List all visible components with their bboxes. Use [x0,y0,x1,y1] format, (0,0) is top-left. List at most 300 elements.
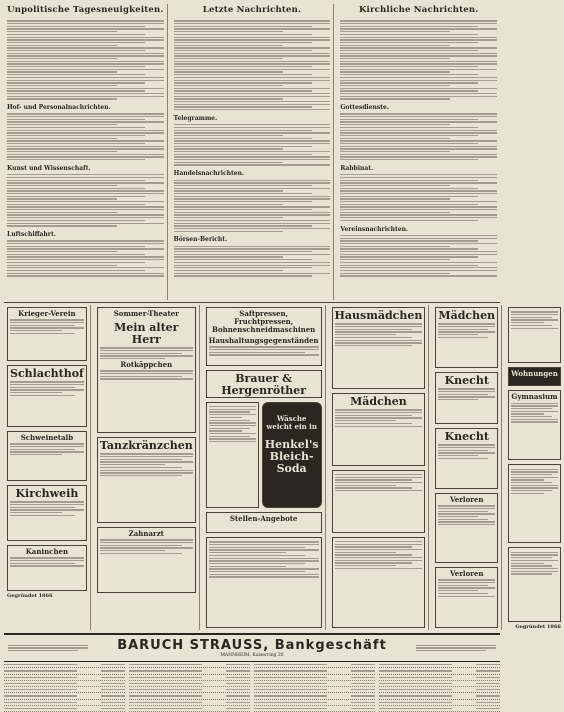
text-line [511,557,552,558]
text-line [335,334,397,335]
text-line [174,88,331,89]
text-line [10,322,84,323]
text-line [438,590,478,591]
text-line [100,353,182,354]
text-line [438,508,495,509]
text-line [511,474,552,475]
text-line [511,317,552,318]
text-line [174,201,312,202]
text-line [209,571,306,572]
text-line [174,185,312,186]
text-line [209,417,242,418]
text-line [174,31,284,32]
text-line [335,562,412,563]
text-line [511,482,552,483]
text-line [335,541,423,542]
text-line [10,395,75,396]
text-line [7,248,164,249]
text-line [174,23,331,24]
text-line [340,140,497,141]
text-line [7,130,164,131]
text-line [511,552,558,553]
text-line [7,124,117,125]
text-line [174,206,331,207]
ad-column-3 [203,305,326,630]
text-line [511,493,544,494]
text-line [174,47,331,48]
text-line [209,414,256,415]
text-line [174,90,312,91]
text-line [335,409,423,410]
text-line [209,436,250,437]
text-line [340,23,497,24]
column-kirchliche-nachrichten [337,4,500,300]
text-line [10,381,84,382]
text-line [340,154,497,155]
text-line [340,39,497,40]
text-line [7,74,145,75]
text-line [340,196,478,197]
text-line [335,482,423,483]
text-line [174,220,331,221]
text-line [7,37,164,38]
text-line [209,420,250,421]
section-heading: Telegramme. [173,114,218,122]
ad-misc-col6b [508,547,561,622]
text-line [340,209,497,210]
text-line [7,80,164,81]
text-line [209,409,256,410]
text-line [340,135,478,136]
ad-tanzkraenzchen: Tanzkränzchen [97,437,196,523]
ad-kaninchen: Kaninchen [7,545,87,591]
text-line [8,650,78,651]
text-line [174,146,312,147]
text-line [100,545,182,546]
text-line [10,319,84,320]
text-line [7,267,164,268]
text-line [209,433,256,434]
text-line [511,487,558,488]
ad-krieger-verein: Krieger-Verein [7,307,87,361]
text-line [174,190,284,191]
text-line [438,585,488,586]
text-line [340,198,450,199]
text-line [174,256,284,257]
text-line [340,88,497,89]
text-line [10,560,84,561]
stock-row [129,706,250,712]
text-line [7,243,164,244]
text-line [438,593,488,594]
text-line [7,113,164,114]
text-line [511,565,552,566]
text-line [7,156,164,157]
text-line [340,82,478,83]
text-line [511,411,558,412]
text-line [340,262,497,263]
text-line [209,574,319,575]
text-line [340,174,497,175]
article-body [174,19,331,112]
text-line [7,119,145,120]
text-line [340,138,450,139]
text-line [209,555,306,556]
text-line [340,246,450,247]
text-line [340,256,478,257]
text-line [340,71,450,72]
text-line [7,188,145,189]
text-line [209,349,319,350]
text-line [340,151,450,152]
text-line [174,66,312,67]
text-line [340,93,497,94]
text-line [10,451,84,452]
ad-misc-col4b [332,537,426,629]
text-line [511,485,558,486]
text-line [7,138,117,139]
text-line [340,177,497,178]
ad-gymnasium: Gymnasium [508,390,561,460]
text-line [7,45,117,46]
section-heading: Hof- und Personalnachrichten. [7,104,111,112]
text-line [340,69,497,70]
text-line [7,88,164,89]
text-line [174,96,331,97]
ad-column-4 [329,305,430,630]
text-line [335,477,423,478]
text-line [174,101,331,102]
ad-sommer-theater: Sommer-Theater Mein alter Herr Rotkäppchen [97,307,196,433]
text-line [7,55,164,56]
text-line [7,151,117,152]
stock-row [4,706,125,712]
news-section [4,4,500,300]
ad-misc-bottom [206,537,322,628]
text-line [100,456,193,457]
text-line [100,453,193,454]
text-line [7,159,145,160]
section-heading: Luftschiffahrt. [7,230,56,238]
text-line [7,116,164,117]
ad-misc-left [206,402,259,508]
text-line [335,560,423,561]
text-line [340,90,478,91]
ad-knecht-2: Knecht [435,428,498,489]
text-line [174,55,331,56]
text-line [7,31,117,32]
text-line [100,355,193,356]
text-line [209,406,256,407]
text-line [174,193,312,194]
text-line [209,563,306,564]
text-line [174,132,331,133]
text-line [7,198,117,199]
text-line [7,39,164,40]
text-line [174,275,312,276]
text-line [438,331,495,332]
stock-table-col [254,662,375,704]
text-line [335,557,423,558]
text-line [7,190,164,191]
column-title: Letzte Nachrichten. [202,5,302,15]
text-line [100,350,193,351]
text-line [7,47,164,48]
text-line [340,238,497,239]
text-line [340,37,497,38]
text-line [7,182,164,183]
section-heading: Handelsnachrichten. [173,170,245,178]
text-line [335,546,412,547]
section-heading: Kunst und Wissenschaft. [7,164,91,172]
ad-saftpressen: Saftpressen, Fruchtpressen, Bohnenschneidmaschinen Haushaltungsgegenständen [206,307,322,366]
text-line [7,143,145,144]
text-line [340,206,497,207]
text-line [209,422,256,423]
text-line [340,55,497,56]
text-line [438,516,478,517]
text-line [100,376,182,377]
text-line [174,42,312,43]
text-line [7,193,164,194]
text-line [340,220,478,221]
text-line [209,428,250,429]
text-line [511,421,558,422]
text-line [340,113,497,114]
text-line [10,509,84,510]
text-line [511,419,558,420]
text-line [340,251,497,252]
text-line [438,326,495,327]
text-line [511,413,544,414]
text-line [7,146,164,147]
text-line [438,519,488,520]
text-line [10,387,75,388]
text-line [7,262,145,263]
text-line [340,50,478,51]
ad-kirchweih: Kirchweih [7,485,87,541]
text-line [209,352,306,353]
text-line [340,42,478,43]
article-body [7,173,164,228]
ad-schweinetalb: Schweinetalb [7,431,87,481]
text-line [7,246,145,247]
article-body [174,244,331,278]
text-line [7,212,117,213]
text-line [174,148,284,149]
text-line [7,63,164,64]
text-line [209,430,242,431]
article-body [7,239,164,278]
text-line [209,549,319,550]
stock-table-col [379,662,500,704]
text-line [7,69,164,70]
stock-row [379,706,500,712]
text-line [7,82,145,83]
text-line [335,326,423,327]
ad-henkels-bleich-soda: Wäsche weicht ein in Henkel's Bleich-Soda [262,402,322,508]
text-line [174,164,331,165]
text-line [100,470,193,471]
text-line [10,389,84,390]
column-unpolitische [4,4,168,300]
text-line [7,53,164,54]
text-line [10,449,75,450]
text-line [340,74,478,75]
text-line [7,61,164,62]
text-line [174,143,331,144]
text-line [340,80,497,81]
text-line [10,454,62,455]
text-line [438,452,495,453]
text-line [7,42,145,43]
text-line [174,106,312,107]
text-line [438,391,495,392]
stock-table [4,662,500,704]
text-line [174,63,331,64]
ad-misc-col6 [508,307,561,363]
text-line [335,474,423,475]
text-line [7,140,164,141]
text-line [511,328,558,329]
ad-maedchen: Mädchen [332,393,426,466]
text-line [438,329,488,330]
text-line [340,85,450,86]
text-line [7,93,164,94]
text-line [511,322,544,323]
text-line [7,23,164,24]
text-line [209,547,306,548]
text-line [438,394,488,395]
text-line [340,119,478,120]
ad-brauer-hergenroether: Brauer & Hergenröther [206,370,322,398]
text-line [340,98,450,99]
text-line [174,209,312,210]
text-line [7,121,164,122]
text-line [174,246,331,247]
ad-verloren: Verloren [435,493,498,563]
text-line [10,507,75,508]
text-line [335,568,423,569]
text-line [209,411,250,412]
text-line [438,450,488,451]
text-line [340,121,497,122]
ad-zahnarzt: Zahnarzt [97,527,196,593]
article-body [340,173,497,223]
ad-column-5 [432,305,502,630]
text-line [340,132,497,133]
text-line [10,563,75,564]
text-line [10,330,62,331]
text-line [335,485,397,486]
text-line [340,188,478,189]
article-body [7,19,164,101]
text-line [174,109,331,110]
text-line [7,275,164,276]
text-line [209,568,319,569]
text-line [340,45,450,46]
text-line [511,568,558,569]
ad-wohnungen-header: Wohnungen [508,367,561,386]
text-line [7,251,117,252]
text-line [511,408,552,409]
ad-column-2 [94,305,200,630]
text-line [100,461,193,462]
text-line [100,553,182,554]
text-line [438,524,495,525]
text-line [174,262,331,263]
text-line [7,148,164,149]
text-line [174,204,284,205]
text-line [335,565,397,566]
text-line [340,143,478,144]
text-line [174,138,312,139]
text-line [10,557,84,558]
text-line [438,596,495,597]
text-line [511,554,558,555]
text-line [335,331,423,332]
text-line [100,378,193,379]
ad-knecht: Knecht [435,372,498,424]
text-line [174,225,312,226]
text-line [340,275,497,276]
text-line [340,148,497,149]
text-line [511,325,552,326]
text-line [340,217,497,218]
text-line [340,201,497,202]
text-line [340,63,497,64]
text-line [438,513,495,514]
text-line [7,259,164,260]
text-line [100,547,193,548]
text-line [174,98,284,99]
text-line [340,235,497,236]
text-line [7,201,164,202]
text-line [174,196,331,197]
article-body [7,112,164,162]
text-line [174,80,331,81]
text-line [340,193,497,194]
text-line [209,552,286,553]
text-line [174,53,331,54]
ad-hausmaedchen: Hausmädchen [332,307,426,389]
section-heading: Börsen-Bericht. [173,236,228,244]
text-line [7,50,145,51]
text-line [438,587,495,588]
text-line [174,61,331,62]
stock-table-col [129,662,250,704]
article-body [340,19,497,101]
text-line [10,333,75,334]
text-line [438,521,495,522]
text-line [335,420,397,421]
text-line [438,458,488,459]
text-line [7,185,117,186]
ad-stellen-angebote: Stellen-Angebote [206,512,322,533]
text-line [209,576,319,577]
article-body [174,178,331,233]
article-body [340,234,497,278]
text-line [174,135,284,136]
text-line [10,443,84,444]
text-line [7,214,164,215]
text-line [340,273,450,274]
text-line [7,20,164,21]
text-line [100,347,193,348]
text-line [7,58,117,59]
text-line [340,185,450,186]
text-line [174,130,312,131]
